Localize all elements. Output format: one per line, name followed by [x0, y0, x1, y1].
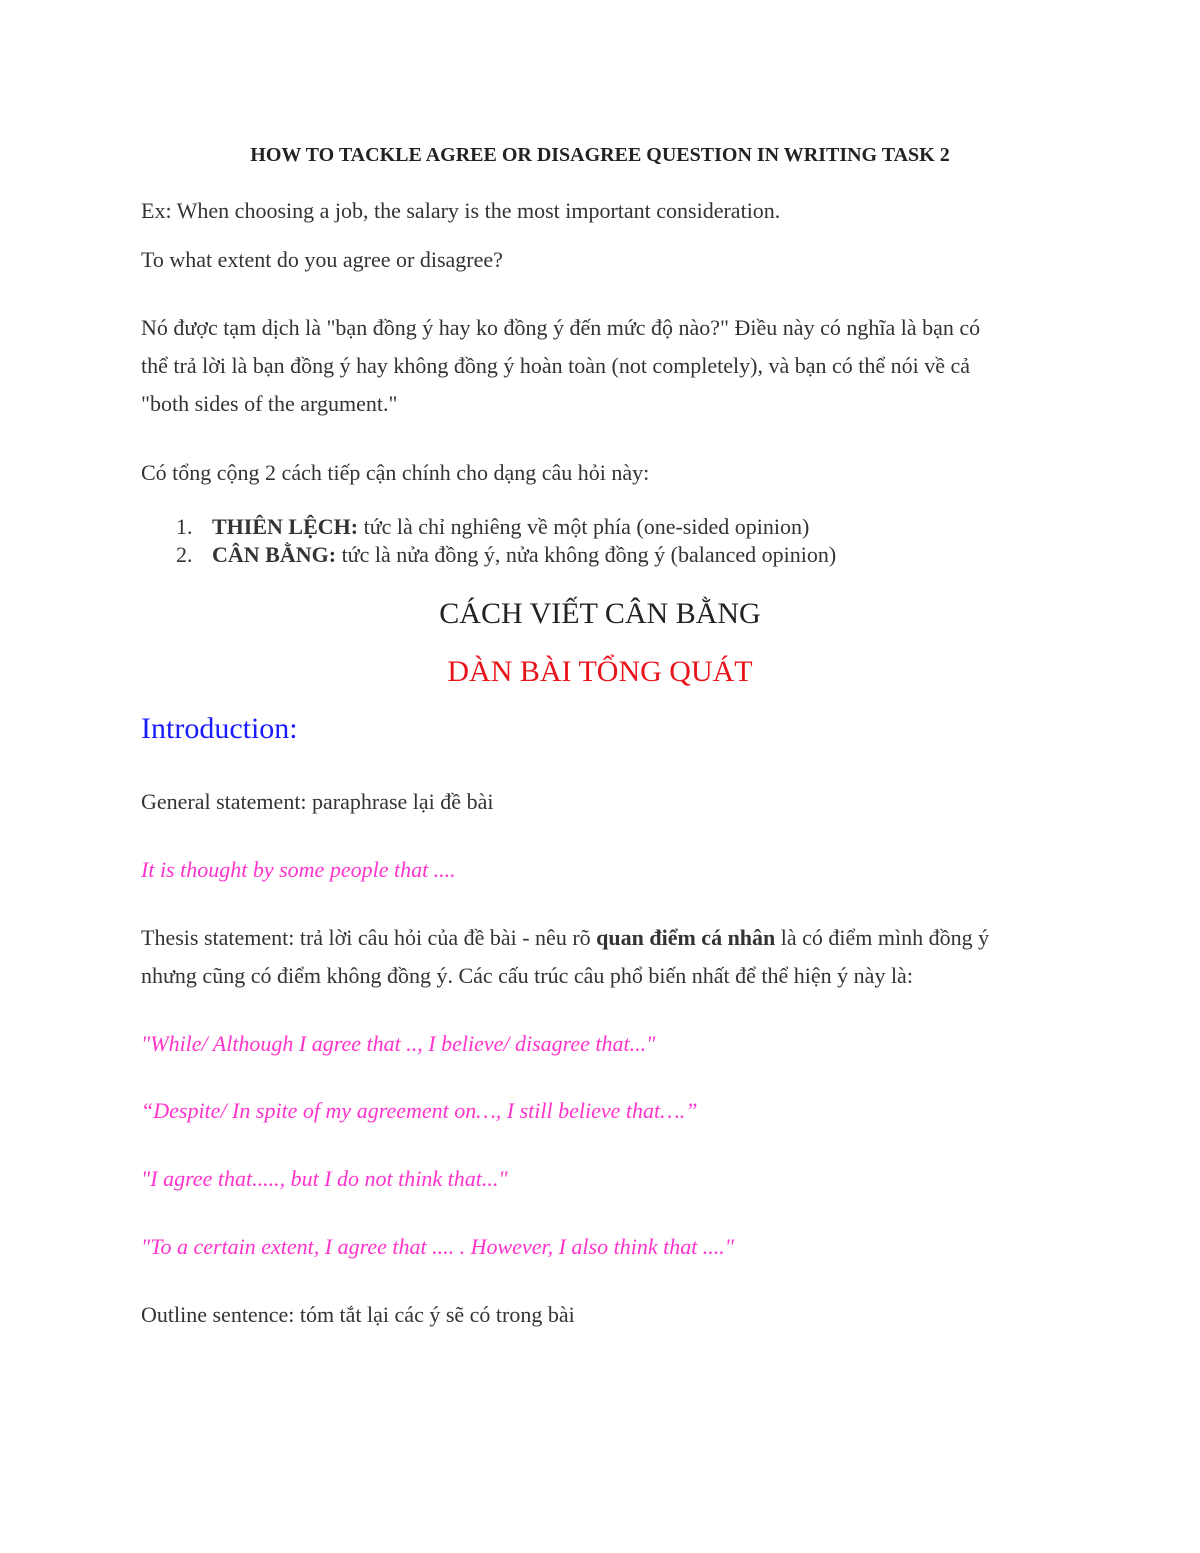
approaches-intro: Có tổng cộng 2 cách tiếp cận chính cho dạng câu hỏi này: [141, 460, 650, 485]
outline-sentence: Outline sentence: tóm tắt lại các ý sẽ có trong bài [141, 1302, 575, 1327]
list-label: CÂN BẰNG: [212, 542, 337, 567]
question-line: To what extent do you agree or disagree? [141, 247, 503, 272]
introduction-heading: Introduction: [141, 712, 298, 745]
list-item [176, 542, 836, 568]
thesis-text-end: là có điểm mình đồng ý [775, 925, 990, 950]
list-number: 1. [176, 514, 193, 539]
thesis-line-2: nhưng cũng có điểm không đồng ý. Các cấu trúc câu phổ biến nhất để thể hiện ý này là: [141, 963, 913, 988]
structure-1: "While/ Although I agree that .., I believe/ disagree that..." [141, 1031, 656, 1056]
list-text: tức là chỉ nghiêng về một phía (one-sided opinion) [358, 514, 810, 539]
explanation-line-3: "both sides of the argument." [141, 391, 398, 416]
thesis-line-1 [141, 925, 989, 951]
thesis-bold: quan điểm cá nhân [596, 925, 776, 950]
structure-2: “Despite/ In spite of my agreement on…, I still believe that….” [141, 1098, 698, 1123]
list-item [176, 514, 809, 540]
example-prompt: Ex: When choosing a job, the salary is the most important consideration. [141, 198, 781, 223]
general-statement: General statement: paraphrase lại đề bài [141, 789, 494, 814]
document-title: HOW TO TACKLE AGREE OR DISAGREE QUESTION IN WRITING TASK 2 [250, 144, 950, 166]
explanation-line-2: thể trả lời là bạn đồng ý hay không đồng ý hoàn toàn (not completely), và bạn có thể nói về cả [141, 353, 971, 378]
general-example: It is thought by some people that .... [141, 857, 456, 882]
heading-balanced: CÁCH VIẾT CÂN BẰNG [439, 597, 761, 630]
list-label: THIÊN LỆCH: [212, 514, 359, 539]
structure-3: "I agree that....., but I do not think that..." [141, 1166, 508, 1191]
heading-outline: DÀN BÀI TỔNG QUÁT [447, 655, 753, 688]
structure-4: "To a certain extent, I agree that .... . However, I also think that ...." [141, 1234, 735, 1259]
list-number: 2. [176, 542, 193, 567]
list-text: tức là nửa đồng ý, nửa không đồng ý (balanced opinion) [336, 542, 837, 567]
thesis-text: Thesis statement: trả lời câu hỏi của đề bài - nêu rõ [141, 925, 597, 950]
explanation-line-1: Nó được tạm dịch là "bạn đồng ý hay ko đồng ý đến mức độ nào?" Điều này có nghĩa là bạn có [141, 315, 981, 340]
